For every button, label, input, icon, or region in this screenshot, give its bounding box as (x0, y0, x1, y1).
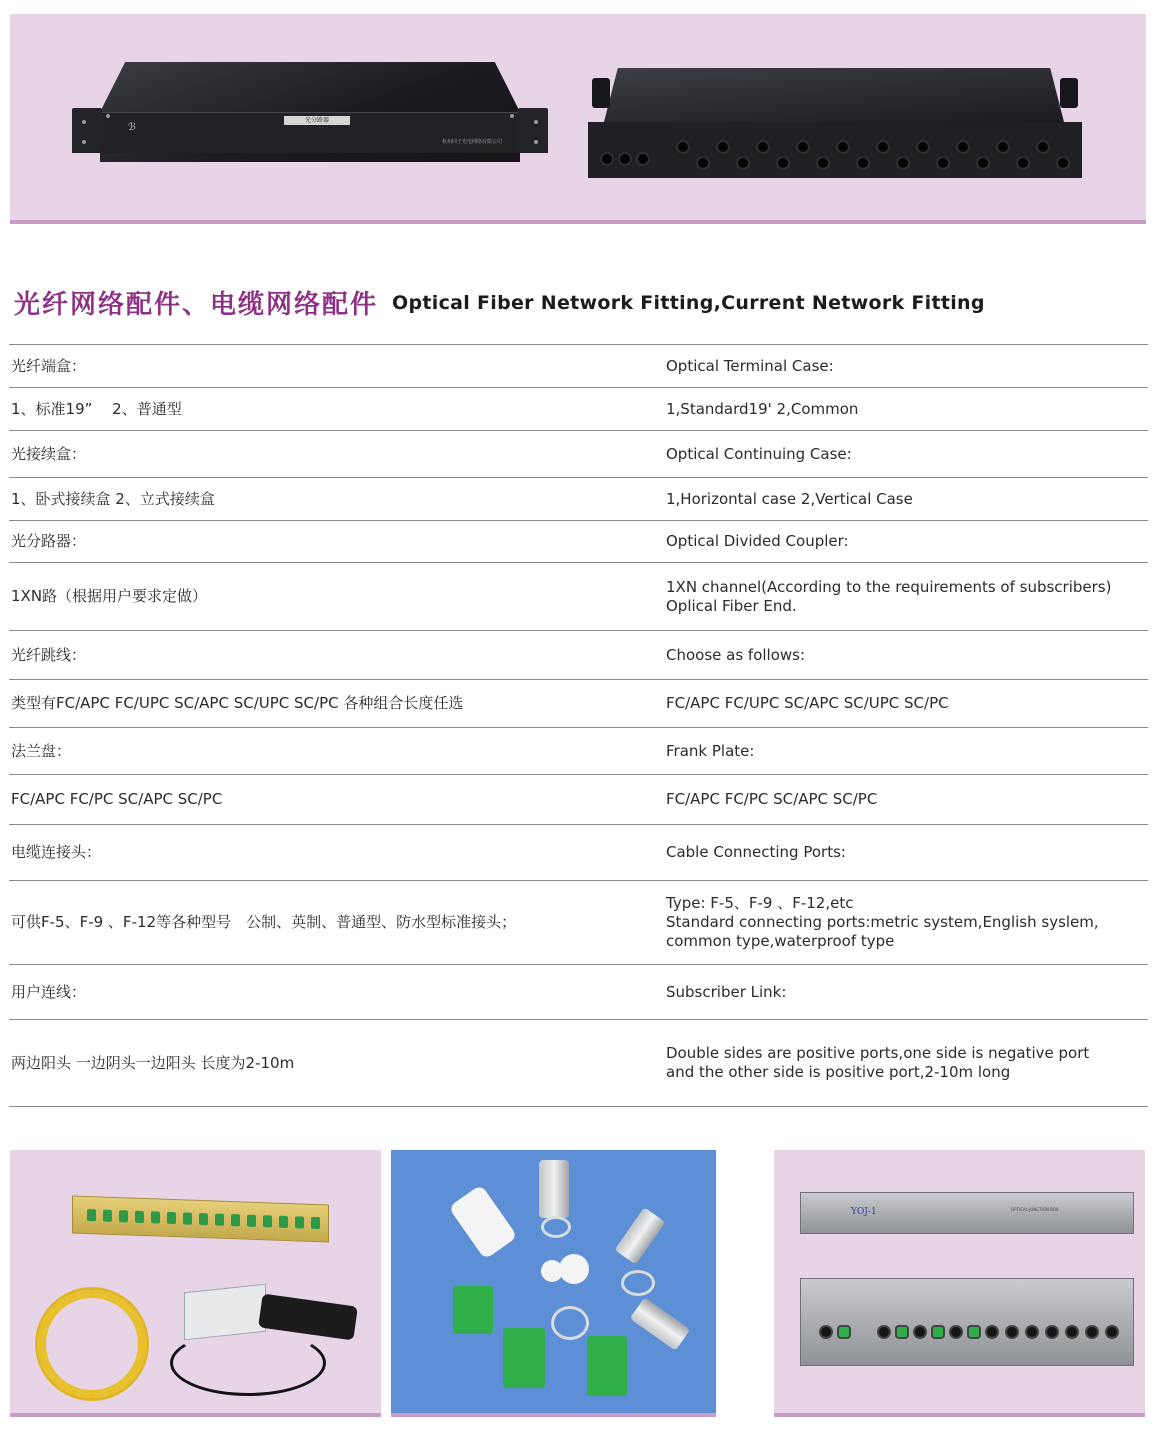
row-cn-text: 可供F-5、F-9 、F-12等各种型号 公制、英制、普通型、防水型标准接头； (11, 913, 517, 931)
row-cn-text: 光接续盒： (11, 444, 87, 463)
table-row (9, 345, 1148, 388)
row-en-text: Optical Continuing Case: (666, 444, 852, 463)
fiber-coil-image (38, 1290, 146, 1398)
row-en-text: 1,Horizontal case 2,Vertical Case (666, 489, 913, 508)
table-row (9, 478, 1148, 521)
top-banner (10, 14, 1146, 224)
junction-box-image (800, 1278, 1134, 1366)
row-cn-text: 1、卧式接续盒 2、立式接续盒 (11, 489, 215, 508)
row-en-text: Double sides are positive ports,one side is negative port and the other side is positive port,2-10m long (666, 1044, 1090, 1081)
optical-box-panel-image (774, 1150, 1145, 1417)
row-cn-text: 用户连线： (11, 982, 87, 1001)
row-en-text: FC/APC FC/UPC SC/APC SC/UPC SC/PC (666, 694, 949, 712)
row-cn-text: 光分路器： (11, 532, 87, 550)
row-en-text: Frank Plate: (666, 741, 755, 760)
table-row (9, 431, 1148, 478)
table-row (9, 388, 1148, 431)
table-row (9, 965, 1148, 1020)
table-row (9, 563, 1148, 631)
row-cn-text: 电缆连接头： (11, 843, 102, 861)
table-row (9, 631, 1148, 680)
connectors-photo (391, 1150, 716, 1413)
row-en-text: Cable Connecting Ports: (666, 843, 846, 861)
row-en-text: Subscriber Link: (666, 982, 787, 1001)
row-cn-text: 类型有FC/APC FC/UPC SC/APC SC/UPC SC/PC 各种组合长度任选 (11, 694, 464, 712)
row-en-text: 1XN channel(According to the requirements of subscribers) Oplical Fiber End. (666, 577, 1112, 615)
row-cn-text: 光纤端盒： (11, 356, 87, 375)
table-row (9, 1020, 1148, 1107)
patchcord-panel-image (10, 1150, 381, 1417)
row-en-text: Type: F-5、F-9 、F-12,etc Standard connecting ports:metric system,English syslem, common type,waterproof type (666, 894, 1099, 950)
rack-model-label: YOJ-1 (851, 1207, 877, 1217)
row-en-text: 1,Standard19' 2,Common (666, 399, 859, 418)
section-heading (14, 284, 985, 321)
table-row (9, 521, 1148, 563)
rack-nameplate: 光分路器 (284, 116, 350, 125)
row-cn-text: 1XN路（根据用户要求定做） (11, 587, 208, 605)
table-row (9, 728, 1148, 775)
row-cn-text: 法兰盘： (11, 741, 72, 760)
spec-table (9, 344, 1148, 1107)
table-row (9, 680, 1148, 728)
yoj-rack-image (800, 1192, 1134, 1234)
rack-company-text: 杭州同子光电网络有限公司 (441, 139, 502, 145)
splitter-rack-image (72, 62, 548, 162)
heading-chinese: 光纤网络配件、电缆网络配件 (14, 290, 379, 320)
cable-image (170, 1330, 326, 1396)
table-row (9, 825, 1148, 881)
brand-logo-icon: ℬ (128, 122, 136, 133)
row-en-text: Optical Divided Coupler: (666, 532, 849, 550)
row-en-text: Optical Terminal Case: (666, 356, 834, 375)
row-cn-text: 1、标准19” 2、普通型 (11, 399, 182, 418)
terminal-rack-image (588, 68, 1082, 178)
heading-english: Optical Fiber Network Fitting,Current Network Fitting (392, 291, 985, 314)
table-row (9, 881, 1148, 965)
gold-splitter-image (72, 1196, 329, 1243)
row-en-text: Choose as follows: (666, 645, 806, 664)
connectors-panel-image (391, 1150, 716, 1417)
row-cn-text: 光纤跳线： (11, 645, 87, 664)
table-row (9, 775, 1148, 825)
rack-desc-label: OPTICAL JUNCTION BOX (1011, 1207, 1059, 1212)
row-cn-text: 两边阳头 一边阴头一边阳头 长度为2-10m (11, 1053, 295, 1072)
row-en-text: FC/APC FC/PC SC/APC SC/PC (666, 790, 878, 808)
row-cn-text: FC/APC FC/PC SC/APC SC/PC (11, 790, 223, 808)
